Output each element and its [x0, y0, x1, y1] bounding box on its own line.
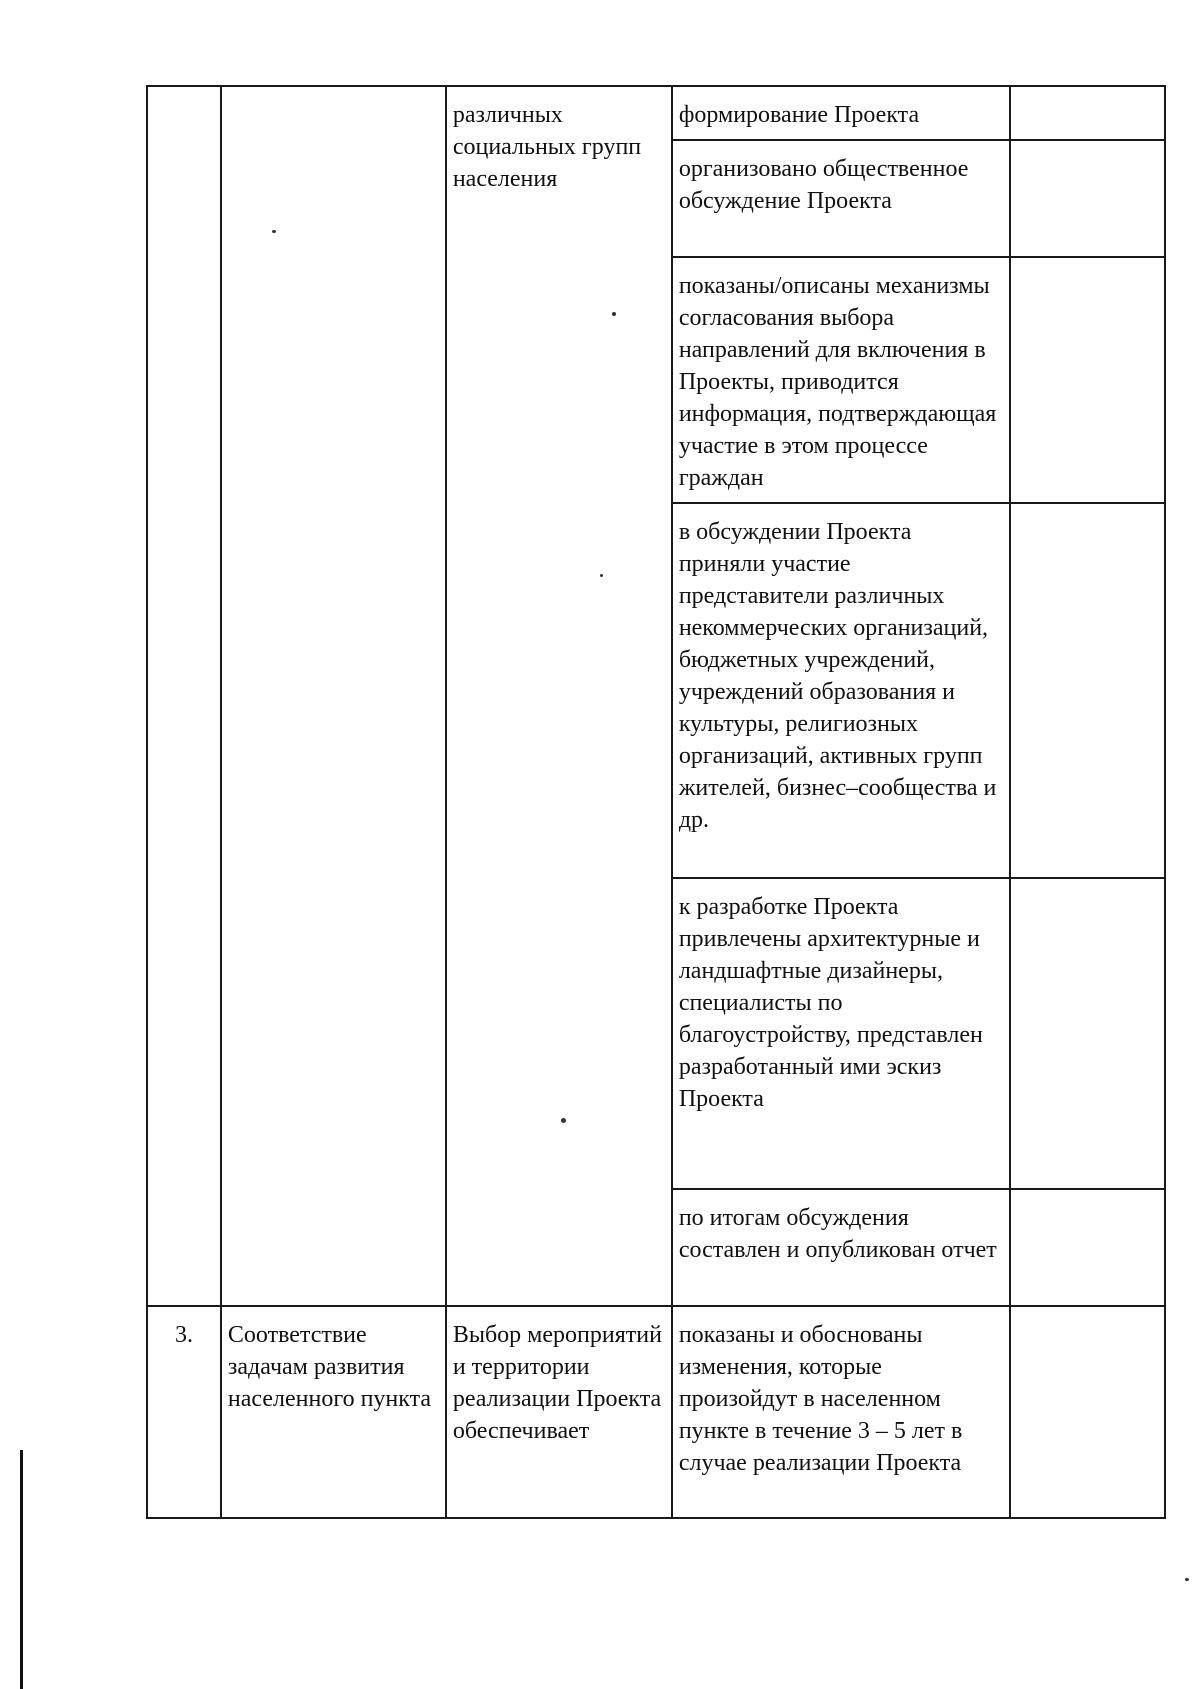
indicator-cell: показаны/описаны механизмы согласования выбора направлений для включения в Проекты, приводится информация, подтверждающая участие в этом процессе граждан	[672, 257, 1010, 503]
indicator-cell: показаны и обоснованы изменения, которые произойдут в населенном пункте в течение 3 – 5 лет в случае реализации Проекта	[672, 1306, 1010, 1518]
row-number-cell	[147, 86, 221, 1306]
indicator-cell: организовано общественное обсуждение Проекта	[672, 140, 1010, 257]
indicator-cell: к разработке Проекта привлечены архитектурные и ландшафтные дизайнеры, специалисты по благоустройству, представлен разработанный ими эскиз Проекта	[672, 878, 1010, 1189]
scan-speck	[1185, 1578, 1189, 1581]
criteria-table	[146, 85, 1166, 1519]
score-cell	[1010, 86, 1165, 140]
score-cell	[1010, 503, 1165, 878]
description-cell: Выбор мероприятий и территории реализации Проекта обеспечивает	[446, 1306, 672, 1518]
indicator-cell: по итогам обсуждения составлен и опубликован отчет	[672, 1189, 1010, 1306]
scan-speck	[561, 1118, 566, 1123]
score-cell	[1010, 140, 1165, 257]
criterion-cell	[221, 86, 446, 1306]
description-cell: различных социальных групп населения	[446, 86, 672, 1306]
score-cell	[1010, 878, 1165, 1189]
scan-speck	[612, 312, 616, 316]
scan-edge-mark	[20, 1450, 23, 1689]
score-cell	[1010, 257, 1165, 503]
table-row	[147, 1306, 1165, 1518]
table-row	[147, 86, 1165, 140]
scan-speck	[600, 574, 603, 577]
scan-speck	[272, 230, 276, 233]
indicator-cell: в обсуждении Проекта приняли участие представители различных некоммерческих организаций, бюджетных учреждений, учреждений образования и культуры, религиозных организаций, активных групп жителей, бизнес–сообщества и др.	[672, 503, 1010, 878]
indicator-cell: формирование Проекта	[672, 86, 1010, 140]
row-number-cell: 3.	[147, 1306, 221, 1518]
score-cell	[1010, 1306, 1165, 1518]
criterion-cell: Соответствие задачам развития населенного пункта	[221, 1306, 446, 1518]
score-cell	[1010, 1189, 1165, 1306]
